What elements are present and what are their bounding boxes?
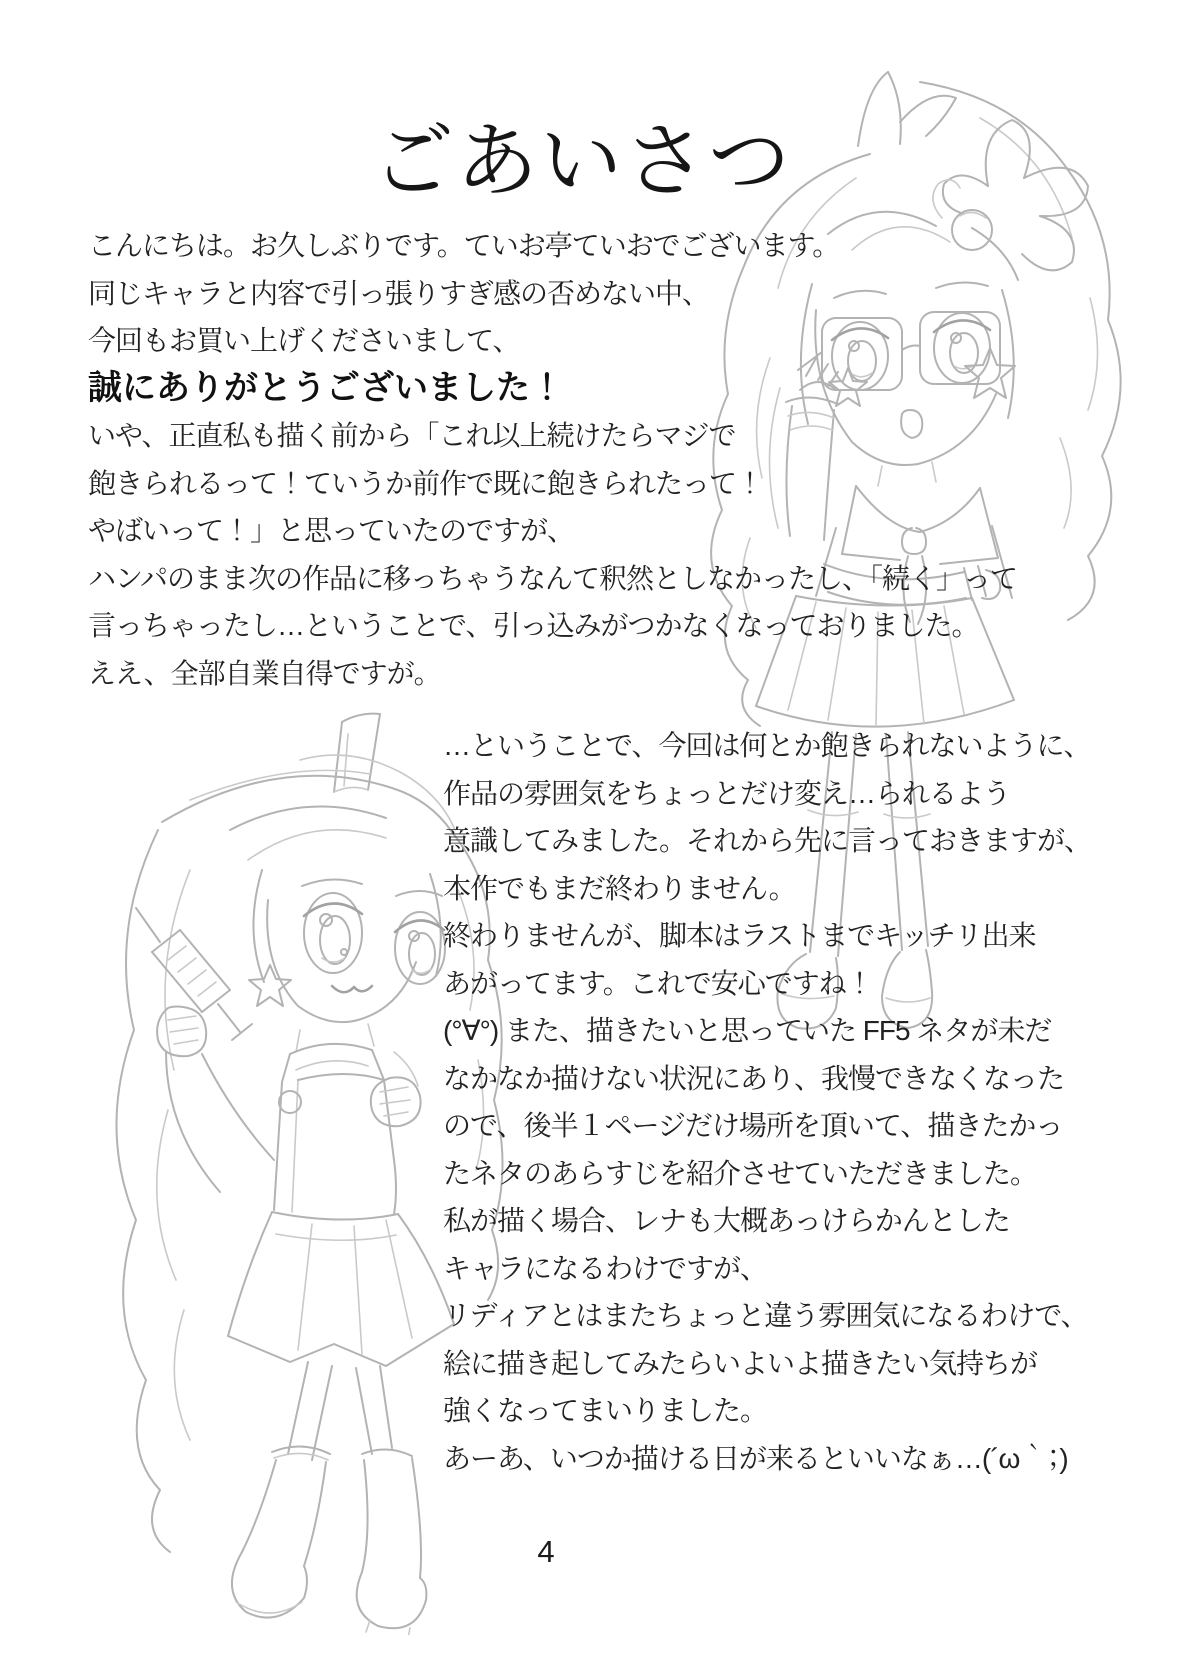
body-line: 作品の雰囲気をちょっとだけ変え…られるよう — [443, 777, 1011, 809]
body-line: 終わりませんが、脚本はラストまでキッチリ出来 — [443, 920, 1036, 951]
body-line: あがってます。これで安心ですね！ — [443, 967, 873, 999]
greeting-line: いや、正直私も描く前から「これ以上続けたらマジで — [88, 420, 736, 451]
body-line: 絵に描き起してみたらいよいよ描きたい気持ちが — [443, 1347, 1038, 1379]
body-line: 強くなってまいりました。 — [443, 1395, 768, 1426]
greeting-text-block — [88, 222, 1017, 697]
greeting-thanks-line: 誠にありがとうございました！ — [88, 368, 564, 407]
greeting-line: こんにちは。お久しぶりです。ていお亭ていおでございます。 — [88, 230, 840, 261]
body-line: (°∀°) また、描きたいと思っていた FF5 ネタが未だ — [443, 1015, 1052, 1046]
body-line: 私が描く場合、レナも大概あっけらかんとした — [443, 1205, 1010, 1236]
page-number: 4 — [537, 1534, 555, 1569]
body-line: 本作でもまだ終わりません。 — [443, 872, 796, 904]
body-text-block — [443, 722, 1091, 1482]
greeting-line: 言っちゃったし…ということで、引っ込みがつかなくなっておりました。 — [88, 610, 979, 641]
page-title: ごあいさつ — [372, 116, 793, 207]
body-line: キャラになるわけですが、 — [443, 1252, 768, 1284]
body-line: たネタのあらすじを紹介させていただきました。 — [443, 1157, 1038, 1189]
body-line: 意識してみました。それから先に言っておきますが、 — [443, 825, 1092, 856]
body-line: …ということで、今回は何とか飽きられないように、 — [443, 730, 1091, 761]
body-line: なかなか描けない状況にあり、我慢できなくなった — [443, 1062, 1065, 1094]
greeting-line: ハンパのまま次の作品に移っちゃうなんて釈然としなかったし、「続く」って — [88, 562, 1018, 594]
body-line: あーあ、いつか描ける日が来るといいなぁ…(´ω｀；) — [443, 1442, 1068, 1474]
body-line: ので、後半１ページだけ場所を頂いて、描きたかっ — [443, 1110, 1063, 1141]
body-line: リディアとはまたちょっと違う雰囲気になるわけで、 — [443, 1300, 1088, 1331]
greeting-line: やばいって！」と思っていたのですが、 — [88, 515, 575, 546]
greeting-line: 同じキャラと内容で引っ張りすぎ感の否めない中、 — [88, 277, 710, 309]
greeting-line: 飽きられるって！ていうか前作で既に飽きられたって！ — [88, 467, 764, 499]
greeting-line: 今回もお買い上げくださいまして、 — [88, 325, 520, 356]
greeting-line: ええ、全部自業自得ですが。 — [88, 657, 441, 689]
